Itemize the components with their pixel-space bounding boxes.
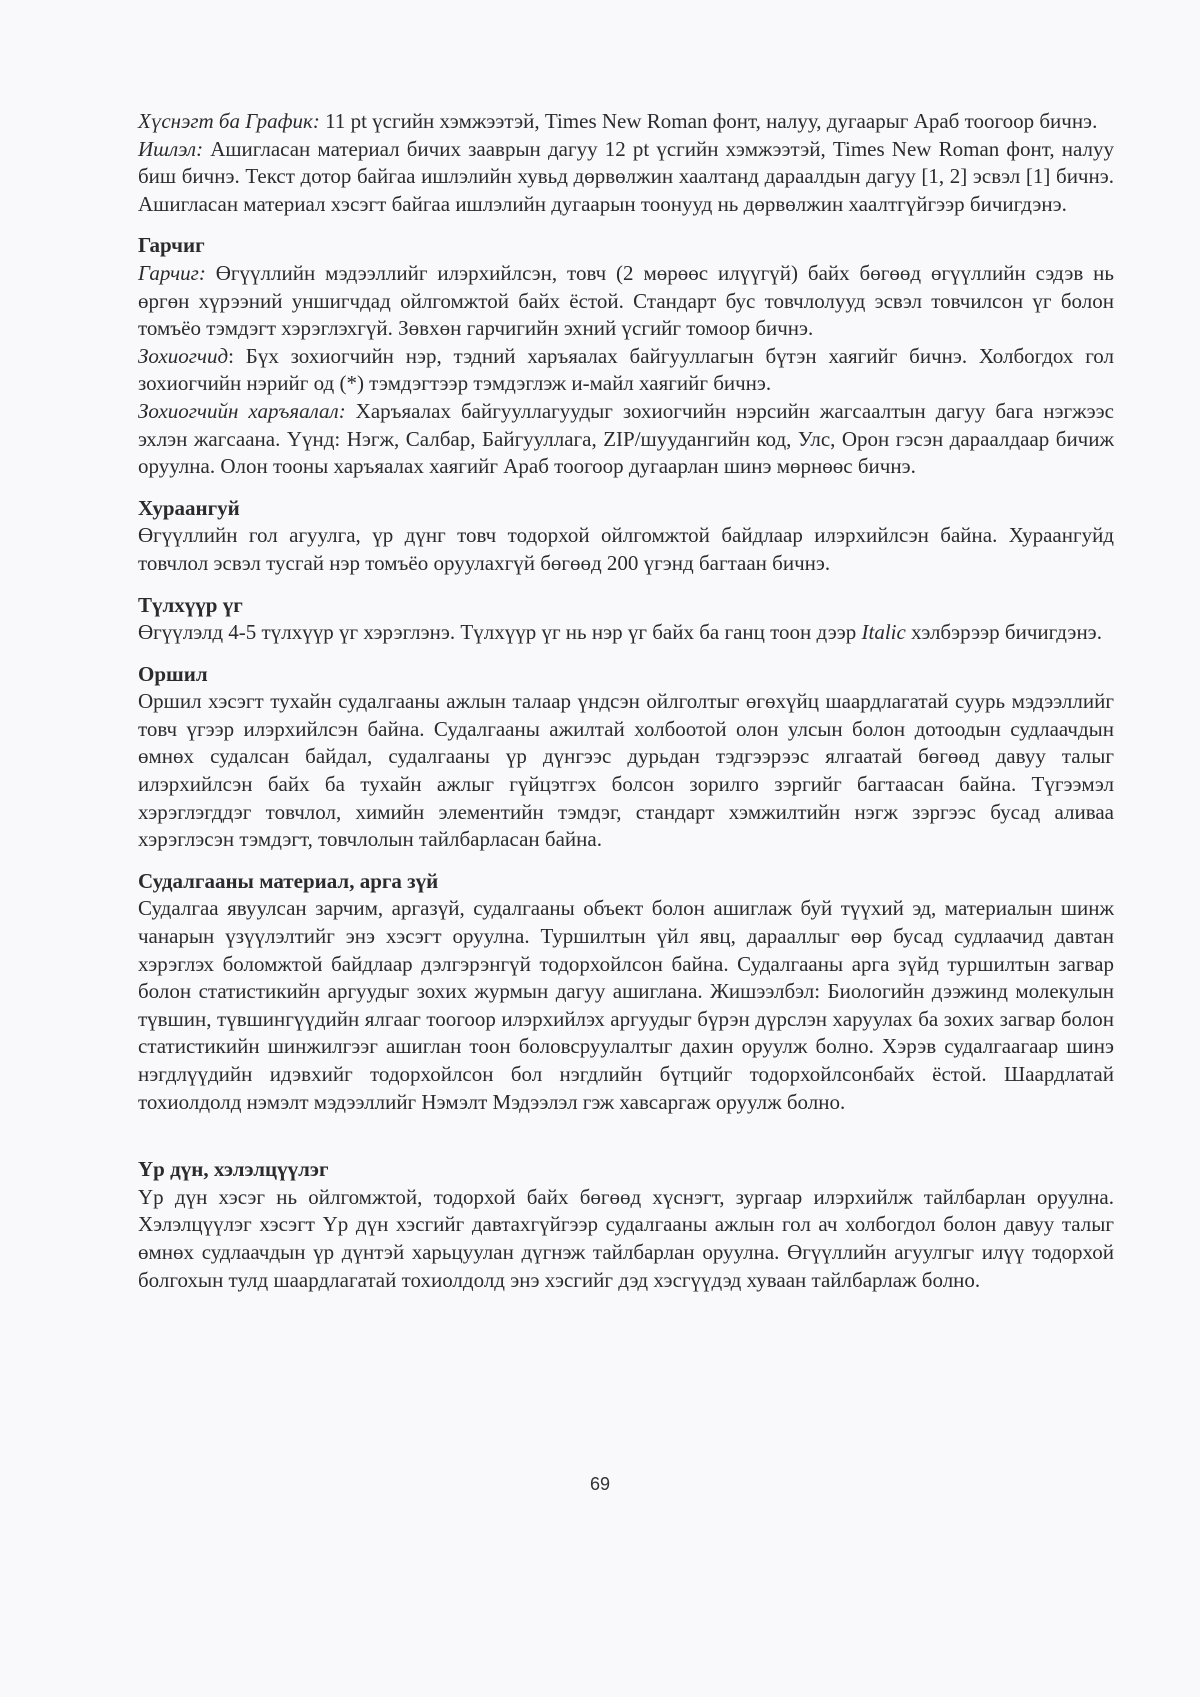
keywords-paragraph [138,619,1114,647]
affiliation-paragraph [138,398,1114,481]
keywords-text-before: Өгүүлэлд 4-5 түлхүүр үг хэрэглэнэ. Түлхүүр үг нь нэр үг байх ба ганц тоон дээр [138,620,862,645]
authors-label: Зохиогчид [138,343,229,368]
introduction-heading: Оршил [138,661,208,686]
abstract-heading: Хураангуй [138,495,240,520]
title-label: Гарчиг: [138,260,206,285]
authors-paragraph [138,343,1114,398]
introduction-text: Оршил хэсэгт тухайн судалгааны ажлын талаар үндсэн ойлголтыг өгөхүйц шаардлагатай суурь мэдээллийг товч үгээр илэрхийлсэн байна. Судалгааны ажилтай холбоотой олон улсын болон дотоодын судлаачдын өмнөх судалсан байдал, судалгааны үр дүнгээс дурьдан тэдгээрээс ялгаатай бөгөөд давуу талыг илэрхийлсэн байх ба тухайн ажлыг гүйцэтгэх болсон зорилго зэргийг багтаасан байна. Түгээмэл хэрэглэгддэг товчлол, химийн элементийн тэмдэг, стандарт хэмжилтийн нэгж зэргээс бусад аливаа хэрэглэсэн тэмдэгт, товчлолын тайлбарласан байна. [138,689,1114,852]
affiliation-text: Харъяалах байгууллагуудыг зохиогчийн нэрсийн жагсаалтын дагуу бага нэгжээс эхлэн жагсаана. Үүнд: Нэгж, Салбар, Байгууллага, ZIP/шуудангийн код, Улс, Орон гэсэн дараалдаар бичиж оруулна. Олон тооны харъяалах хаягийг Араб тоогоор дугаарлан шинэ мөрнөөс бичнэ. [138,398,1114,479]
methods-text: Судалгаа явуулсан зарчим, аргазүй, судалгааны объект болон ашиглаж буй түүхий эд, материалын шинж чанарын үзүүлэлтийг энэ хэсэгт оруулна. Туршилтын үйл явц, дарааллыг өөр бусад судлаачид давтан хэрэглэх боломжтой байдлаар дэлгэрэнгүй тодорхойлсон байна. Судалгааны арга зүйд туршилтын загвар болон статистикийн аргуудыг зохих журмын дагуу ашиглана. Жишээлбэл: Биологийн дээжинд молекулын түвшин, түвшингүүдийн ялгааг тоогоор илэрхийлэх аргуудыг бүрэн дүрслэн харуулах ба зохих загвар болон статистикийн шинжилгээг ашиглан тоон боловсруулалтыг дахин оруулж болно. Хэрэв судалгаагаар шинэ нэгдлүүдийн идэвхийг тодорхойлсон бол нэгдлийн бүтцийг тодорхойлсонбайх ёстой. Шаардлатай тохиолдолд нэмэлт мэдээллийг Нэмэлт Мэдээлэл гэж хавсаргаж оруулж болно. [138,896,1114,1114]
tables-figures-label: Хүснэгт ба График: [138,109,320,133]
page-content [138,108,1114,1294]
title-paragraph [138,260,1114,343]
tables-figures-paragraph [138,108,1114,136]
citation-paragraph [138,136,1114,219]
affiliation-label: Зохиогчийн харъяалал: [138,398,346,423]
keywords-italic-word: Italic [861,620,906,645]
keywords-heading: Түлхүүр үг [138,592,243,617]
title-text: Өгүүллийн мэдээллийг илэрхийлсэн, товч (2 мөрөөс илүүгүй) байх бөгөөд өгүүллийн сэдэв нь өргөн хүрээний уншигчдад ойлгомжтой байх ёстой. Стандарт бус товчлолууд эсвэл товчилсон үг болон томъёо тэмдэгт хэрэглэхгүй. Зөвхөн гарчигийн эхний үсгийг томоор бичнэ. [138,260,1114,341]
tables-figures-text: 11 pt үсгийн хэмжээтэй, Times New Roman фонт, налуу, дугаарыг Араб тоогоор бичнэ. [319,109,1098,133]
citation-text: Ашигласан материал бичих зааврын дагуу 12 pt үсгийн хэмжээтэй, Times New Roman фонт, налуу биш бичнэ. Текст дотор байгаа ишлэлийн хувьд дөрвөлжин хаалтанд дараалдын дагуу [1, 2] эсвэл [1] бичнэ. Ашигласан материал хэсэгт байгаа ишлэлийн дугаарын тоонууд нь дөрвөлжин хаалтгүйгээр бичигдэнэ. [138,136,1114,216]
abstract-text: Өгүүллийн гол агуулга, үр дүнг товч тодорхой ойлгомжтой байдлаар илэрхийлсэн байна. Хураангуйд товчлол эсвэл тусгай нэр томъёо оруулахгүй бөгөөд 200 үгэнд багтаан бичнэ. [138,523,1114,575]
keywords-text-after: хэлбэрээр бичигдэнэ. [905,620,1102,645]
citation-label: Ишлэл: [138,136,204,161]
authors-text: : Бүх зохиогчийн нэр, тэдний харъяалах байгууллагын бүтэн хаягийг бичнэ. Холбогдох гол зохиогчийн нэрийг од (*) тэмдэгтээр тэмдэглэж и-майл хаягийг бичнэ. [138,343,1114,396]
page-number: 69 [589,1474,611,1494]
results-heading: Үр дүн, хэлэлцүүлэг [138,1157,329,1182]
title-heading: Гарчиг [138,233,205,258]
results-text: Үр дүн хэсэг нь ойлгомжтой, тодорхой байх бөгөөд хүснэгт, зургаар илэрхийлж тайлбарлан оруулна. Хэлэлцүүлэг хэсэгт Үр дүн хэсгийг давтахгүйгээр судалгааны ажлын гол ач холбогдол болон давуу талыг өмнөх судлаачдын үр дүнтэй харьцуулан дүгнэж тайлбарлан оруулна. Өгүүллийн агуулгыг илүү тодорхой болгохын тулд шаардлагатай тохиолдолд энэ хэсгийг дэд хэсгүүдэд хуваан тайлбарлаж болно. [138,1184,1114,1292]
methods-heading: Судалгааны материал, арга зүй [138,868,439,893]
